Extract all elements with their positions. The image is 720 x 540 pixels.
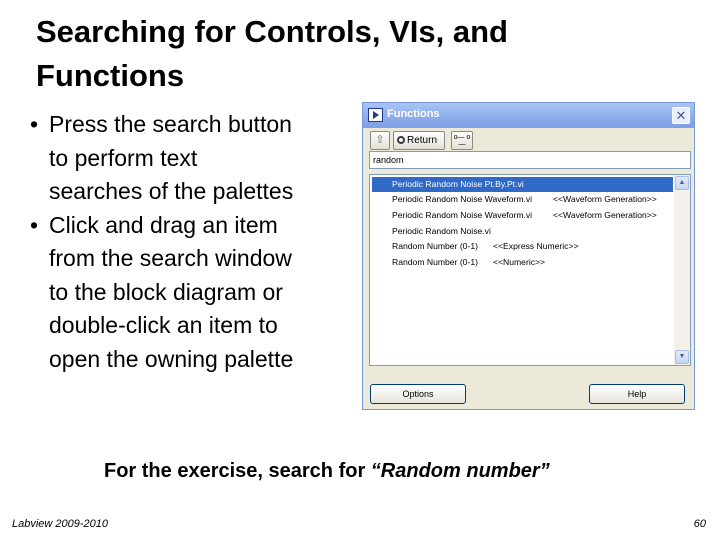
result-row[interactable] [372, 224, 673, 239]
result-name: Periodic Random Noise Waveform.vi [392, 210, 533, 220]
scroll-down-icon[interactable]: ▼ [675, 350, 689, 364]
search-results-list[interactable] [369, 174, 691, 366]
bullet-line: from the search window [49, 245, 292, 271]
return-label: Return [407, 135, 438, 146]
bullet-line: double-click an item to [49, 312, 278, 338]
bullet-list [30, 108, 360, 376]
result-row[interactable] [372, 177, 673, 192]
labview-app-icon [368, 108, 383, 122]
result-row[interactable] [372, 239, 673, 254]
result-name: Periodic Random Noise Waveform.vi [392, 194, 533, 204]
result-palette: <<Waveform Generation>> [553, 194, 657, 204]
result-name: Random Number (0-1) [392, 241, 478, 251]
bullet-line: to the block diagram or [49, 278, 283, 305]
result-palette: <<Express Numeric>> [493, 241, 579, 251]
scroll-up-icon[interactable]: ▲ [675, 176, 689, 190]
result-name: Periodic Random Noise.vi [392, 226, 491, 236]
result-name: Periodic Random Noise Pt.By.Pt.vi [392, 179, 524, 189]
magnifier-icon [397, 136, 405, 144]
result-name: Random Number (0-1) [392, 257, 478, 267]
bullet-line: Click and drag an item [49, 211, 278, 238]
bullet-dot: • [30, 111, 39, 137]
bullet-dot: • [30, 211, 39, 238]
search-input[interactable]: random [369, 151, 691, 169]
window-title: Functions [387, 108, 440, 120]
exercise-note [104, 460, 550, 483]
slide-title [36, 10, 636, 98]
close-button[interactable]: ✕ [672, 107, 690, 124]
result-row[interactable] [372, 192, 673, 207]
result-palette: <<Waveform Generation>> [553, 210, 657, 220]
result-row[interactable] [372, 255, 673, 270]
view-options-button[interactable] [451, 131, 473, 150]
result-palette: <<Numeric>> [493, 257, 546, 267]
options-button[interactable]: Options [370, 384, 466, 404]
slide-title-line-1: Searching for Controls, VIs, and [36, 14, 508, 49]
exercise-note-emphasis: “Random number” [370, 460, 550, 482]
slide-title-line-2: Functions [36, 58, 185, 93]
bullet-item-search [30, 108, 360, 209]
result-row[interactable] [372, 208, 673, 223]
footer-course: Labview 2009-2010 [12, 518, 109, 530]
up-arrow-icon: ⇧ [375, 134, 385, 146]
bullet-line: open the owning palette [49, 345, 294, 372]
functions-palette-window [362, 102, 695, 410]
bullet-line: to perform text [49, 144, 198, 171]
vertical-scrollbar[interactable] [674, 175, 690, 365]
bullet-item-drag [30, 209, 360, 377]
options-icon: o— o— [453, 134, 471, 148]
help-button[interactable]: Help [589, 384, 685, 404]
bullet-line: searches of the palettes [49, 178, 294, 204]
up-level-button[interactable] [370, 131, 390, 150]
exercise-note-text: For the exercise, search for [104, 460, 371, 482]
return-button[interactable] [393, 131, 445, 150]
bullet-line: Press the search button [49, 111, 292, 137]
page-number: 60 [693, 518, 706, 530]
window-titlebar[interactable] [363, 103, 694, 128]
